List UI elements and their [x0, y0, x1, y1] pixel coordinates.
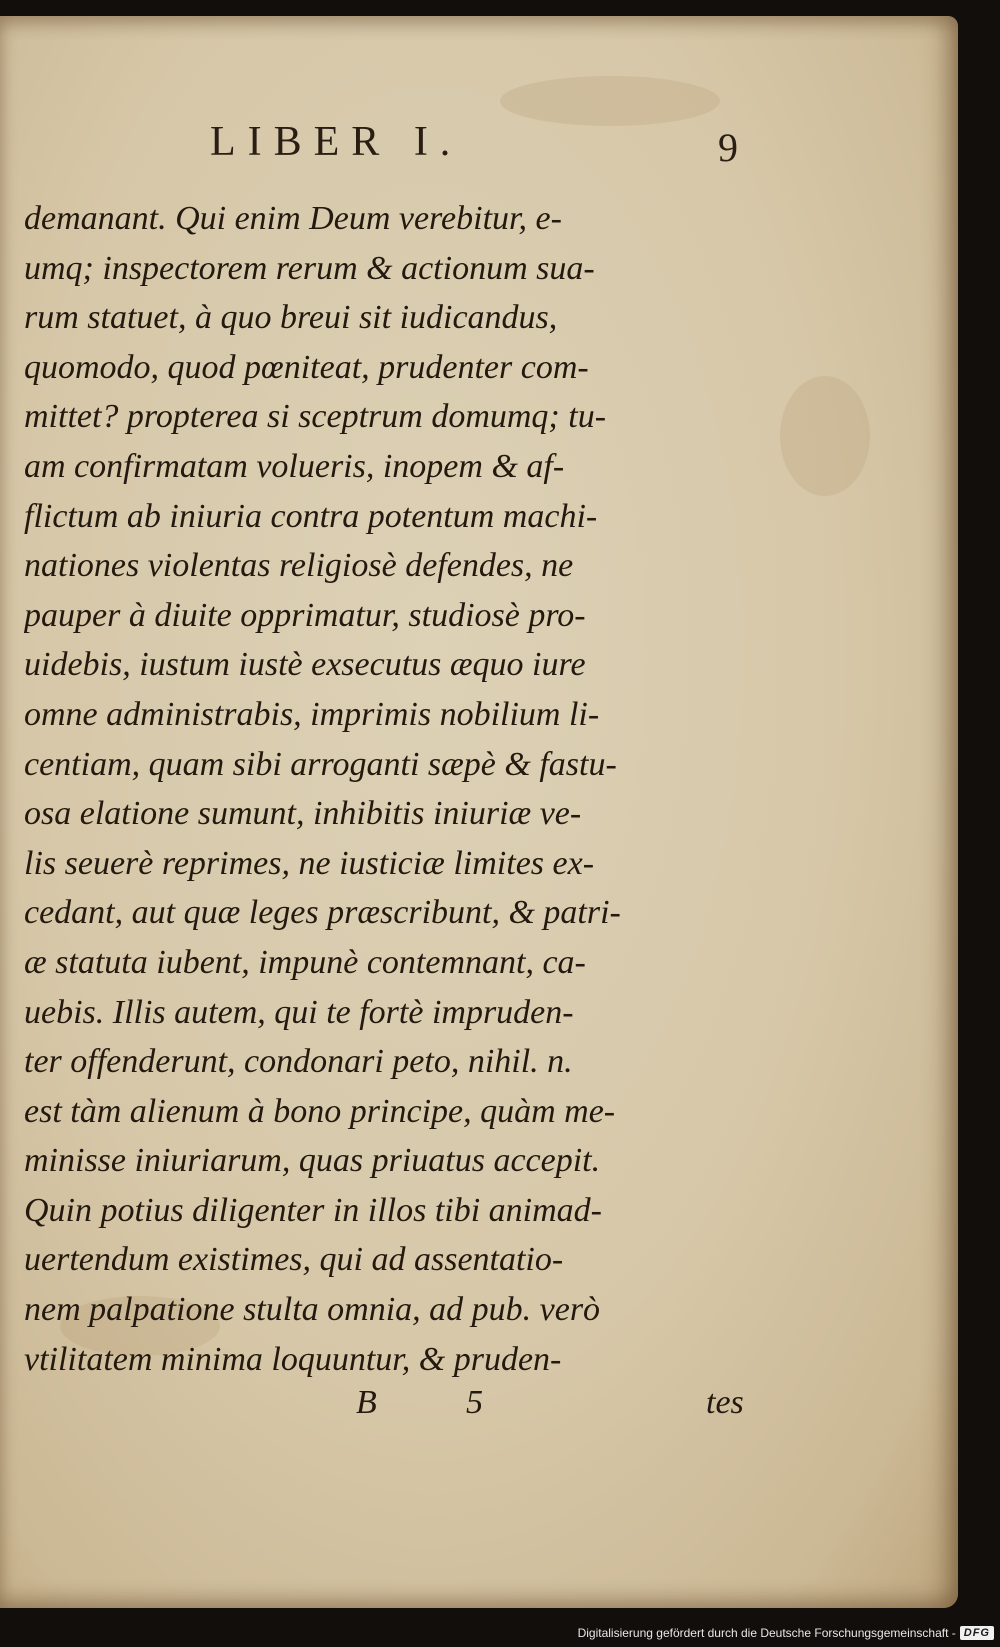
text-line: osa elatione sumunt, inhibitis iniuriæ ve-: [24, 795, 582, 833]
text-line: am confirmatam volueris, inopem & af-: [24, 447, 565, 485]
text-line: lis seuerè reprimes, ne iusticiæ limites ex-: [24, 844, 595, 882]
text-line: uidebis, iustum iustè exsecutus æquo iure: [24, 646, 586, 684]
text-line: uebis. Illis autem, qui te fortè impruden-: [24, 993, 574, 1031]
signature-number: 5: [466, 1384, 483, 1421]
text-line: centiam, quam sibi arroganti sæpè & fastu-: [24, 745, 617, 783]
text-line: uertendum existimes, qui ad assentatio-: [24, 1241, 564, 1279]
text-line: Quin potius diligenter in illos tibi animad-: [24, 1191, 602, 1229]
text-line: rum statuet, à quo breui sit iudicandus,: [24, 299, 558, 337]
running-title: LIBER I.: [210, 119, 463, 165]
signature-letter: B: [356, 1384, 377, 1421]
text-line: quomodo, quod pœniteat, prudenter com-: [24, 348, 589, 386]
book-page: [0, 16, 958, 1608]
text-line: omne administrabis, imprimis nobilium li-: [24, 695, 600, 733]
text-line: pauper à diuite opprimatur, studiosè pro-: [24, 596, 586, 634]
text-line: flictum ab iniuria contra potentum machi-: [24, 497, 598, 535]
text-body: [24, 194, 764, 1384]
catchword: tes: [706, 1384, 744, 1421]
digitization-credit: [578, 1623, 994, 1643]
text-line: cedant, aut quæ leges præscribunt, & patri-: [24, 894, 621, 932]
text-line: nationes violentas religiosè defendes, ne: [24, 547, 574, 585]
page-footer: [0, 1384, 958, 1434]
paper-stain: [780, 376, 870, 496]
running-header: [0, 118, 958, 178]
text-line: ter offenderunt, condonari peto, nihil. n.: [24, 1043, 573, 1081]
text-line: umq; inspectorem rerum & actionum sua-: [24, 249, 595, 287]
text-line: minisse iniuriarum, quas priuatus accepit.: [24, 1142, 601, 1180]
credit-text: Digitalisierung gefördert durch die Deutsche Forschungsgemeinschaft -: [577, 1626, 956, 1640]
page-number: 9: [718, 125, 738, 170]
text-line: est tàm alienum à bono principe, quàm me-: [24, 1092, 616, 1130]
text-line: mittet? propterea si sceptrum domumq; tu-: [24, 398, 607, 436]
text-line: nem palpatione stulta omnia, ad pub. verò: [24, 1291, 601, 1329]
text-line: æ statuta iubent, impunè contemnant, ca-: [24, 943, 586, 981]
text-line: demanant. Qui enim Deum verebitur, e-: [24, 200, 562, 237]
text-line: vtilitatem minima loquuntur, & pruden-: [24, 1340, 562, 1378]
dfg-logo-icon: DFG: [960, 1626, 994, 1640]
